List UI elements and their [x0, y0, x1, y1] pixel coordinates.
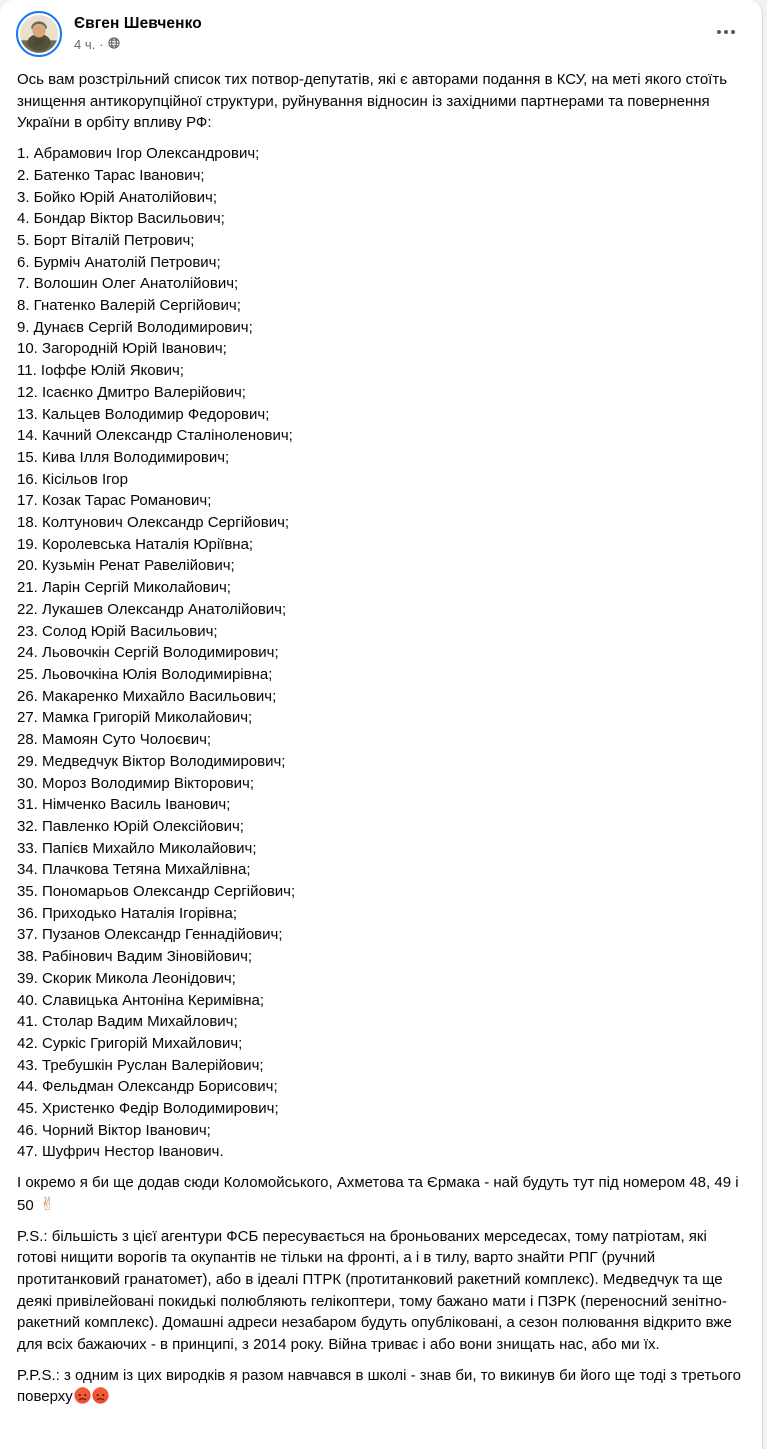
list-item: 33. Папієв Михайло Миколайович;: [17, 839, 257, 857]
list-item: 4. Бондар Віктор Васильович;: [17, 210, 225, 228]
list-item: 16. Кісільов Ігор: [17, 470, 128, 488]
list-item: 38. Рабінович Вадим Зіновійович;: [17, 948, 253, 966]
list-item: 41. Столар Вадим Михайлович;: [17, 1013, 238, 1031]
post-header: [0, 0, 762, 57]
list-item: 6. Бурміч Анатолій Петрович;: [17, 253, 221, 271]
list-item: 19. Королевська Наталія Юріївна;: [17, 535, 254, 553]
list-item: 43. Требушкін Руслан Валерійович;: [17, 1056, 264, 1074]
list-item: 15. Кива Ілля Володимирович;: [17, 448, 230, 466]
post-options-button[interactable]: [710, 20, 742, 44]
list-item: 7. Волошин Олег Анатолійович;: [17, 275, 239, 293]
list-item: 1. Абрамович Ігор Олександрович;: [17, 145, 260, 163]
intro-paragraph: Ось вам розстрільний список тих потвор-депутатів, які є авторами подання в КСУ, на меті якого стоїть знищення антикорупційної структури, руйнування відносин із західними партнерами та повернення України в орбіту впливу РФ:: [17, 71, 728, 132]
globe-audience-icon: [108, 37, 120, 53]
list-item: 5. Борт Віталій Петрович;: [17, 231, 195, 249]
list-item: 13. Кальцев Володимир Федорович;: [17, 405, 270, 423]
list-item: 28. Мамоян Суто Чолоєвич;: [17, 731, 212, 749]
post-meta-line: [74, 37, 202, 53]
list-item: 8. Гнатенко Валерій Сергійович;: [17, 297, 241, 315]
list-item: 23. Солод Юрій Васильович;: [17, 622, 218, 640]
post-body: [0, 57, 762, 1411]
list-item: 11. Іоффе Юлій Якович;: [17, 362, 184, 380]
list-item: 18. Колтунович Олександр Сергійович;: [17, 514, 290, 532]
victory-hand-emoji: ✌: [39, 1193, 55, 1214]
pps-paragraph: [17, 1365, 746, 1411]
list-item: 3. Бойко Юрій Анатолійович;: [17, 188, 218, 206]
avatar[interactable]: [20, 15, 58, 53]
list-item: 10. Загородній Юрій Іванович;: [17, 340, 227, 358]
angry-face-emoji: [74, 1387, 91, 1411]
list-item: 17. Козак Тарас Романович;: [17, 492, 212, 510]
angry-face-emoji: [92, 1387, 109, 1411]
list-item: 31. Німченко Василь Іванович;: [17, 796, 231, 814]
list-item: 14. Качний Олександр Сталіноленович;: [17, 427, 293, 445]
list-item: 2. Батенко Тарас Іванович;: [17, 166, 205, 184]
list-item: 36. Приходько Наталія Ігорівна;: [17, 904, 238, 922]
list-item: 32. Павленко Юрій Олексійович;: [17, 817, 244, 835]
addendum-paragraph: [17, 1172, 746, 1216]
list-item: 27. Мамка Григорій Миколайович;: [17, 709, 253, 727]
list-item: 44. Фельдман Олександр Борисович;: [17, 1078, 278, 1096]
list-item: 24. Льовочкін Сергій Володимирович;: [17, 644, 279, 662]
list-item: 42. Суркіс Григорій Михайлович;: [17, 1034, 243, 1052]
ellipsis-icon: [717, 30, 721, 34]
meta-separator: ·: [99, 37, 104, 52]
ps-paragraph: P.S.: більшість з цієї агентури ФСБ пересувається на броньованих мерседесах, тому патріотам, які готові нищити ворогів та окупантів не тільки на фронті, а і в тилу, варто знайти РПГ (ручний протитанковий гранатомет), або в ідеалі ПТРК (протитанковий ракетний комплекс). Медведчук та ще деякі привілейовані покидькі полюбляють гелікоптери, тому бажано мати і ПЗРК (переносний зенітно-ракетний комплекс). Домашні адреси незабаром будуть опубліковані, а сезон полювання відкрито вже для всіх бажаючих - в принципі, з 2014 року. Війна триває і або вони знищать нас, або ми їх.: [17, 1227, 732, 1354]
list-item: 12. Ісаєнко Дмитро Валерійович;: [17, 383, 246, 401]
list-item: 46. Чорний Віктор Іванович;: [17, 1121, 211, 1139]
list-item: 39. Скорик Микола Леонідович;: [17, 969, 236, 987]
list-item: 29. Медведчук Віктор Володимирович;: [17, 752, 286, 770]
list-item: 21. Ларін Сергій Миколайович;: [17, 579, 231, 597]
deputies-list: [17, 143, 746, 1163]
list-item: 9. Дунаєв Сергій Володимирович;: [17, 318, 253, 336]
list-item: 45. Христенко Федір Володимирович;: [17, 1100, 279, 1118]
list-item: 40. Славицька Антоніна Керимівна;: [17, 991, 265, 1009]
story-ring[interactable]: [16, 11, 62, 57]
list-item: 47. Шуфрич Нестор Іванович.: [17, 1143, 224, 1161]
list-item: 34. Плачкова Тетяна Михайлівна;: [17, 861, 251, 879]
list-item: 22. Лукашев Олександр Анатолійович;: [17, 600, 287, 618]
pps-text: P.P.S.: з одним із цих виродків я разом навчався в школі - знав би, то викинув би його ще тоді з третього поверху: [17, 1366, 741, 1406]
list-item: 26. Макаренко Михайло Васильович;: [17, 687, 277, 705]
header-meta: [74, 11, 202, 53]
list-item: 25. Льовочкіна Юлія Володимирівна;: [17, 665, 273, 683]
addendum-text: І окремо я би ще додав сюди Коломойського, Ахметова та Єрмака - най будуть тут під номером 48, 49 і 50: [17, 1174, 739, 1214]
timestamp[interactable]: 4 ч.: [74, 37, 96, 52]
author-name[interactable]: Євген Шевченко: [74, 15, 202, 32]
list-item: 30. Мороз Володимир Вікторович;: [17, 774, 254, 792]
list-item: 37. Пузанов Олександр Геннадійович;: [17, 926, 283, 944]
avatar-photo: [20, 15, 58, 53]
list-item: 35. Пономарьов Олександр Сергійович;: [17, 883, 296, 901]
list-item: 20. Кузьмін Ренат Равелійович;: [17, 557, 235, 575]
